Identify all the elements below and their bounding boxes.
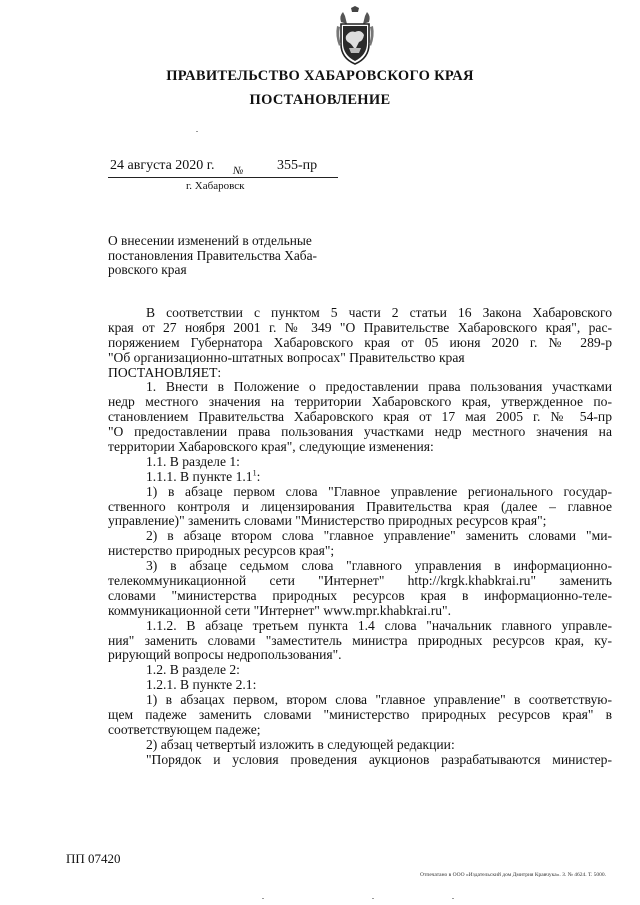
coat-of-arms-icon [333,6,377,66]
government-title: ПРАВИТЕЛЬСТВО ХАБАРОВСКОГО КРАЯ [166,68,474,84]
body-line-text: 1.1.1. В пункте 1.1 [146,468,253,484]
subject-line: постановления Правительства Хаба- [108,247,318,263]
body-line: края от 27 ноября 2001 г. № 349 "О Правительстве Хабаровского края", рас- [108,320,612,335]
body-line: 1.1.2. В абзаце третьем пункта 1.4 слова "начальник главного управле- [146,618,612,633]
body-line: 3) в абзаце седьмом слова "главного управления в информационно- [146,559,612,574]
subject-line: О внесении изменений в отдельные [108,233,312,248]
body-line: управление)" заменить словами "Министерство природных ресурсов края"; [108,513,547,529]
body-line-decree: ПОСТАНОВЛЯЕТ: [108,364,222,380]
body-line [108,470,612,485]
document-code: ПП 07420 [66,851,121,866]
body-line: 1. Внести в Положение о предоставлении права пользования участками [146,380,612,395]
body-line: коммуникационной сети "Интернет" www.mpr.khabkrai.ru". [108,602,451,618]
footnote-mark: 1 [252,468,257,478]
body-line: телекоммуникационной сети "Интернет" http://krgk.khabkrai.ru" заменить [108,574,612,589]
body-line: поряжением Губернатора Хабаровского края от 05 июня 2020 г. № 289-р [108,335,612,350]
body-line: щем падеже заменить словами "министерство природных ресурсов края" в [108,708,612,723]
document-type: ПОСТАНОВЛЕНИЕ [249,92,391,108]
body-line: недр местного значения на территории Хабаровского края, утвержденное по- [108,395,612,410]
scan-speck [452,898,454,899]
number-sign: № [233,165,244,177]
body-line: становлением Правительства Хабаровского края от 17 мая 2005 г. № 54-пр [108,410,612,425]
scan-speck [196,131,198,132]
colon: : [256,468,261,484]
body-line: нистерство природных ресурсов края"; [108,543,335,559]
date-number-underline [108,177,338,178]
body-line: ния" заменить словами "заместитель министра природных ресурсов края, ку- [108,633,612,648]
body-line: 2) в абзаце втором слова "главное управление" заменить словами "ми- [146,529,612,544]
document-subject [108,234,348,278]
body-line: В соответствии с пунктом 5 части 2 статьи 16 Закона Хабаровского [146,306,612,320]
body-line: 1.2.1. В пункте 2.1: [146,677,257,693]
body-line: "Порядок и условия проведения аукционов разрабатываются министер- [146,752,612,767]
body-line: ственного контроля и лицензирования Правительства края (далее – главное [108,499,612,514]
scan-speck [372,898,374,899]
body-line: 1) в абзацах первом, втором слова "главное управление" в соответствую- [146,693,612,708]
body-line: 2) абзац четвертый изложить в следующей редакции: [146,736,455,752]
document-city: г. Хабаровск [186,180,245,192]
document-date: 24 августа 2020 г. [110,158,215,173]
print-note: Отпечатано в ООО «Издательский дом Дмитрия Кравчука». З. № 4624. Т. 5000. [420,872,606,878]
document-body [108,306,612,768]
subject-line: ровского края [108,262,187,277]
body-line: "О предоставлении права пользования участками недр местного значения на [108,425,612,440]
scan-speck [262,898,264,899]
body-line: 1.1. В разделе 1: [146,453,240,469]
body-line: словами "министерства природных ресурсов края в информационно-теле- [108,588,612,603]
body-line: 1.2. В разделе 2: [146,662,240,678]
body-line: 1) в абзаце первом слова "Главное управление регионального государ- [146,484,612,499]
body-line: территории Хабаровского края", следующие изменения: [108,439,434,455]
body-line: соответствующем падеже; [108,721,261,737]
document-number: 355-пр [277,158,318,173]
body-line: рирующий вопросы недропользования". [108,647,342,663]
body-line: "Об организационно-штатных вопросах" Правительство края [108,349,465,365]
